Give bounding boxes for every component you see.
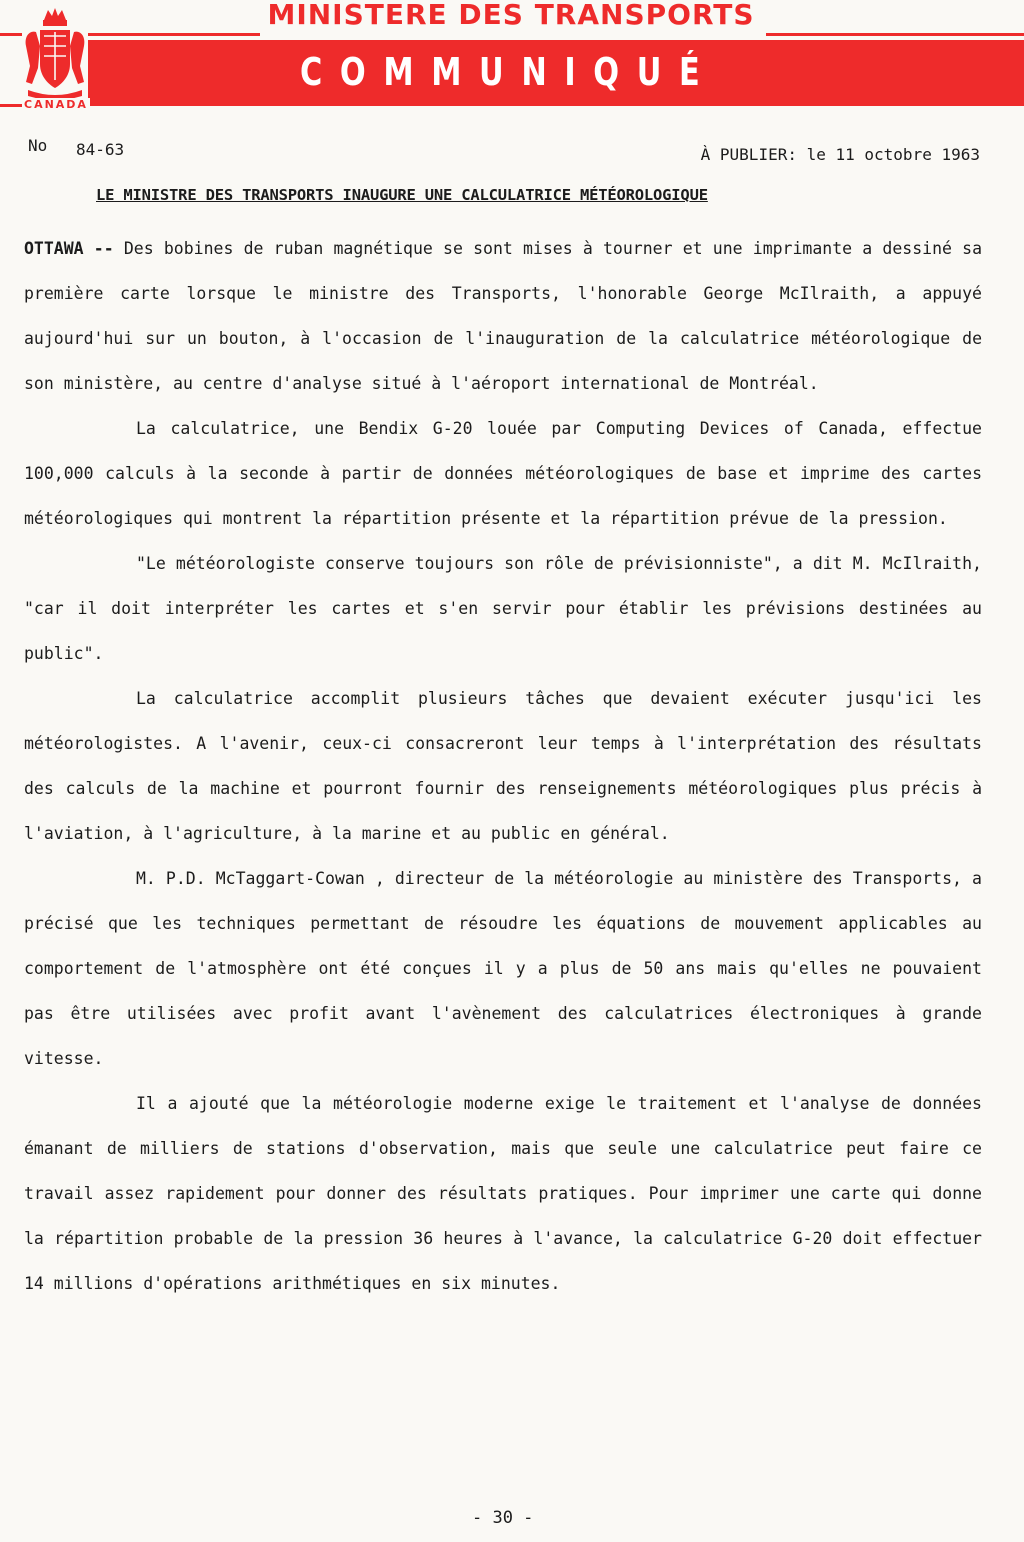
coat-of-arms-icon [22, 6, 88, 102]
body-text [24, 226, 982, 1306]
top-rule [766, 33, 1024, 36]
paragraph: Il a ajouté que la météorologie moderne exige le traitement et l'analyse de données émanant de milliers de stations d'observation, mais que seule une calculatrice peut faire ce travail assez rapidement pour donner des résultats pratiques. Pour imprimer une carte qui donne la répartition probable de la pression 36 heures à l'avance, la calculatrice G-20 doit effectuer 14 millions d'opérations arithmétiques en six minutes. [24, 1094, 982, 1293]
banner-title: COMMUNIQUÉ [300, 50, 718, 94]
headline: LE MINISTRE DES TRANSPORTS INAUGURE UNE CALCULATRICE MÉTÉOROLOGIQUE [96, 186, 708, 204]
letterhead [0, 0, 1024, 112]
ministry-name: MINISTERE DES TRANSPORTS [260, 0, 762, 31]
paragraph-text: Des bobines de ruban magnétique se sont mises à tourner et une imprimante a dessiné sa première carte lorsque le ministre des Transports, l'honorable George McIlraith, a appuyé aujourd'hui sur un bouton, à l'occasion de l'inauguration de la calculatrice météorologique de son ministère, au centre d'analyse situé à l'aéroport international de Montréal. [24, 239, 983, 393]
paragraph: M. P.D. McTaggart-Cowan , directeur de la météorologie au ministère des Transports, a précisé que les techniques permettant de résoudre les équations de mouvement applicables au comportement de l'atmosphère ont été conçues il y a plus de 50 ans mais qu'elles ne pouvaient pas être utilisées avec profit avant l'avènement des calculatrices électroniques à grande vitesse. [24, 869, 982, 1068]
page-number: - 30 - [472, 1508, 534, 1528]
paragraph: La calculatrice, une Bendix G-20 louée par Computing Devices of Canada, effectue 100,000 calculs à la seconde à partir de données météorologiques de base et imprime des cartes météorologiques qui montrent la répartition présente et la répartition prévue de la pression. [24, 419, 982, 528]
paragraph: La calculatrice accomplit plusieurs tâches que devaient exécuter jusqu'ici les météorologistes. A l'avenir, ceux-ci consacreront leur temps à l'interprétation des résultats des calculs de la machine et pourront fournir des renseignements météorologiques plus précis à l'aviation, à l'agriculture, à la marine et au public en général. [24, 689, 982, 843]
paragraph [24, 226, 982, 406]
release-date: À PUBLIER: le 11 octobre 1963 [700, 145, 980, 164]
communique-number: 84-63 [76, 140, 125, 159]
bottom-rule [0, 104, 22, 107]
number-label: No [28, 136, 48, 155]
dateline: OTTAWA -- [24, 239, 114, 258]
paragraph: "Le météorologiste conserve toujours son rôle de prévisionniste", a dit M. McIlraith, "car il doit interpréter les cartes et s'en servir pour établir les prévisions destinées au public". [24, 554, 982, 663]
country-label: CANADA [24, 98, 88, 111]
